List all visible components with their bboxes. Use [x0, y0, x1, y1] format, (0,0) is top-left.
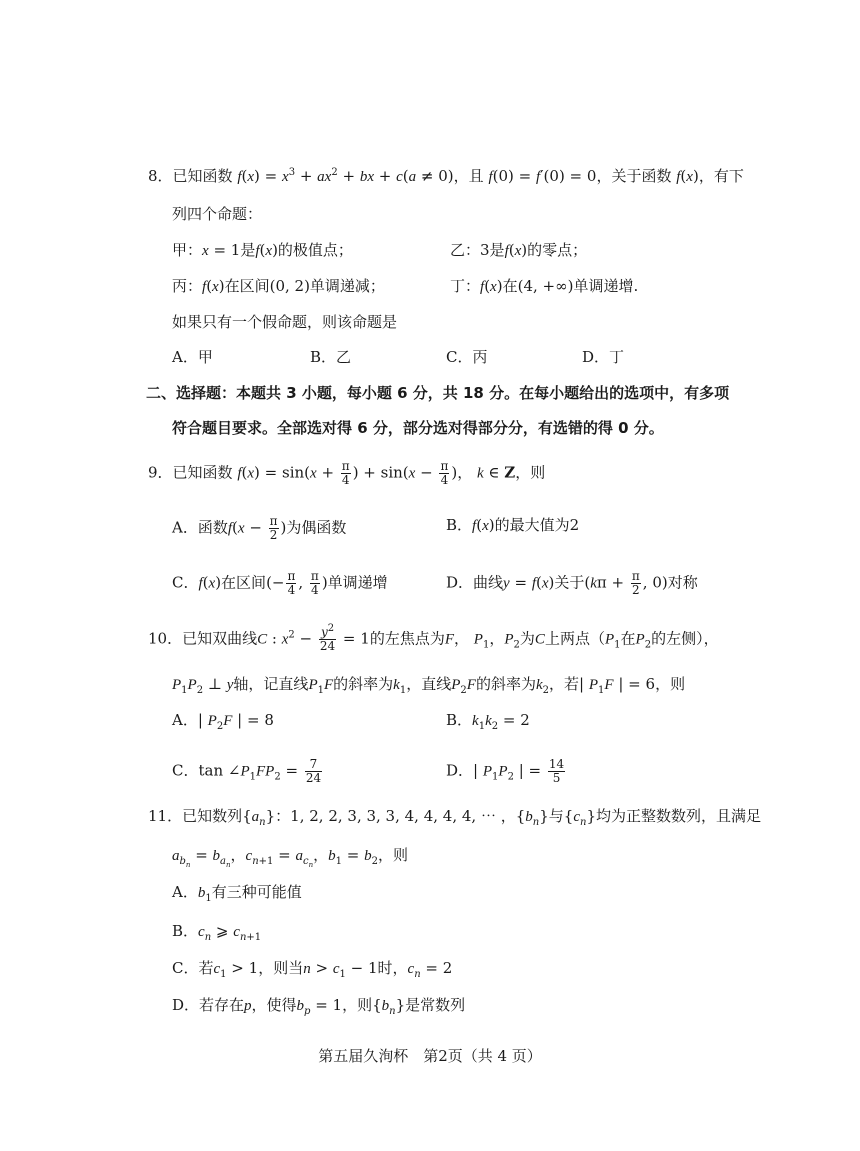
q9-label: A．函数 [172, 518, 228, 537]
q8-line-2: 列四个命题： [172, 205, 263, 223]
q8-text: 单调递增. [573, 277, 639, 295]
section2-heading-line-2: 符合题目要求。全部选对得 6 分，部分选对得部分分，有选错的得 0 分。 [172, 419, 664, 437]
q8-proposition-ding: 丁：f(x)在(4, +∞)单调递增. [450, 277, 639, 295]
q11-text: 与 [548, 807, 564, 825]
q9-option-a: A．函数f(x − $\frac{\pi}{2}$ )为偶函数 [172, 514, 347, 542]
q11-label: C．若 [172, 959, 214, 977]
q8-label: 丁： [450, 277, 481, 295]
q9-text: 在区间 [221, 573, 267, 592]
q11-text: ，使得 [251, 996, 297, 1014]
q9-text: ，则 [515, 463, 546, 482]
section2-heading-line-1: 二、选择题：本题共 3 小题，每小题 6 分，共 18 分。在每小题给出的选项中，有多项 [146, 384, 730, 402]
q11-label: D．若存在 [172, 996, 245, 1014]
q10-stem-line-1: 10．已知双曲线C : $x^2$ − $\frac{y^2}{24}$ = 1的左焦点为F， $P_1$，$P_2$为C上两点（$P_1$在$P_2$的左侧）， [148, 623, 719, 653]
q9-label: B． [446, 516, 473, 534]
q10-number: 10． [148, 629, 183, 648]
q11-text: ，则当 [258, 959, 304, 977]
q9-text: 单调递增 [327, 573, 388, 592]
q11-text: ， [313, 846, 329, 864]
q9-number: 9． [148, 463, 173, 482]
q8-text: 3是 [480, 241, 505, 259]
q9-text: ， [457, 463, 473, 482]
q8-text: 单调递减； [309, 277, 385, 295]
q8-text: 的零点； [527, 241, 588, 259]
q11-number: 11． [148, 807, 183, 825]
q11-text: 均为正整数数列，且满足 [596, 807, 762, 825]
q10-text: 的斜率为 [475, 675, 536, 693]
q10-text: 的左焦点为 [369, 629, 445, 648]
q10-label: B． [446, 711, 473, 729]
q8-number: 8． [148, 167, 173, 185]
q11-option-b: B．$c_n$ ⩾ $c_{n+1}$ [172, 922, 262, 943]
q9-label: D．曲线 [446, 573, 504, 592]
q8-question: 如果只有一个假命题，则该命题是 [172, 313, 398, 331]
q11-label: A． [172, 883, 198, 901]
q8-label: 甲： [172, 241, 203, 259]
q9-text: 关于 [554, 573, 585, 592]
q8-proposition-bing: 丙：f(x)在区间(0, 2)单调递减； [172, 277, 385, 295]
q8-line-1: 8．已知函数 $f(x) = x^3 + ax^2$ + bx + c(a ≠ 0)，且 f(0) = f′(0) = 0，关于函数 f(x)，有下 [148, 167, 744, 185]
q11-text: ，则 [378, 846, 409, 864]
q10-label: D． [446, 761, 474, 780]
q8-proposition-yi: 乙：3是f(x)的零点； [450, 241, 588, 259]
q10-text: 的左侧）， [651, 629, 719, 648]
q11-text: 是常数列 [405, 996, 466, 1014]
q10-text: ，若 [549, 675, 580, 693]
q9-stem: 9．已知函数 f(x) = sin(x + $\frac{\pi}{4}$ ) + sin(x − $\frac{\pi}{4}$ )， k ∈ Z，则 [148, 459, 546, 487]
q8-text: ，关于函数 [596, 167, 672, 185]
q8-text: ，有下 [698, 167, 744, 185]
q11-stem-line-2: $a_{b_n} = b_{a_n}$，$c_{n+1} = a_{c_n}$，$b_1 = b_2$，则 [172, 846, 409, 869]
q10-text: ， [454, 629, 470, 648]
q10-text: 已知双曲线 [182, 629, 258, 648]
q10-text: 上两点（ [544, 629, 605, 648]
q10-text: ，直线 [406, 675, 452, 693]
q10-label: C． [172, 761, 199, 780]
q8-option-d: D．丁 [582, 348, 625, 366]
q10-text: 轴，记直线 [233, 675, 309, 693]
q11-text: ， [230, 846, 246, 864]
q10-option-c: C．$\tan \angle P_1FP_2$ = $\frac{7}{24}$ [172, 757, 322, 785]
q10-text: ，则 [655, 675, 686, 693]
q10-option-a: A．| $P_2F$ | = 8 [172, 711, 274, 732]
q9-text: 的最大值为2 [494, 516, 580, 534]
q10-option-d: D．| $P_1P_2$ | = $\frac{14}{5}$ [446, 757, 565, 785]
q9-option-c: C．f(x)在区间(− $\frac{\pi}{4}$ , $\frac{\pi}{4}$ )单调递增 [172, 569, 388, 597]
q8-function-def: f [237, 169, 242, 185]
q8-text: 是 [240, 241, 256, 259]
q8-proposition-jia: 甲：x = 1是f(x)的极值点； [172, 241, 353, 259]
q8-text: 的极值点； [277, 241, 353, 259]
q11-stem-line-1: 11．已知数列$\{a_n\}$：1, 2, 2, 3, 3, 3, 4, 4, 4, 4, ⋯ ，$\{b_n\}$与$\{c_n\}$均为正整数数列，且满足 [148, 807, 762, 828]
q11-text: 时， [377, 959, 408, 977]
q8-option-c: C．丙 [446, 348, 488, 366]
q11-text: ，则 [342, 996, 373, 1014]
q9-text: 为偶函数 [286, 518, 347, 537]
q10-option-b: B．$k_1k_2 = 2$ [446, 711, 530, 732]
q10-label: A． [172, 711, 198, 729]
q9-label: C． [172, 573, 199, 592]
q9-text: 对称 [667, 573, 698, 592]
page-footer: 第五届久洵杯 第2页（共 4 页） [318, 1047, 542, 1065]
q8-text: ，且 [453, 167, 484, 185]
q11-text: ：1, 2, 2, 3, 3, 3, 4, 4, 4, 4, ⋯ ， [275, 807, 516, 825]
q11-option-a: A．$b_1$有三种可能值 [172, 883, 302, 904]
q8-label: 乙： [450, 241, 481, 259]
q8-text: 在区间 [224, 277, 270, 295]
q11-text: 有三种可能值 [211, 883, 302, 901]
q11-text: 已知数列 [182, 807, 243, 825]
q8-label: 丙： [172, 277, 203, 295]
q9-option-b: B．f(x)的最大值为2 [446, 516, 580, 534]
q9-option-d: D．曲线y = f(x)关于(kπ + $\frac{\pi}{2}$ , 0)对称 [446, 569, 698, 597]
q11-label: B． [172, 922, 199, 940]
q8-text: 已知函数 [172, 167, 233, 185]
q11-option-c: C．若$c_1 > 1$，则当$n > c_1 - 1$时，$c_n = 2$ [172, 959, 453, 980]
q9-text: 已知函数 [172, 463, 233, 482]
q8-text: 在 [502, 277, 518, 295]
q10-text: 在 [620, 629, 636, 648]
q8-condition: f [488, 169, 493, 185]
q10-text: 为 [519, 629, 535, 648]
q10-stem-line-2: $P_1P_2$ ⊥ y轴，记直线$P_1F$的斜率为$k_1$，直线$P_2F$的斜率为$k_2$，若| $P_1F$ | = 6，则 [172, 675, 686, 696]
q8-option-a: A．甲 [172, 348, 213, 366]
q10-text: 的斜率为 [333, 675, 394, 693]
q11-option-d: D．若存在p，使得$b_p = 1$，则$\{b_n\}$是常数列 [172, 996, 466, 1017]
q8-option-b: B．乙 [310, 348, 352, 366]
q10-text: ， [489, 629, 505, 648]
